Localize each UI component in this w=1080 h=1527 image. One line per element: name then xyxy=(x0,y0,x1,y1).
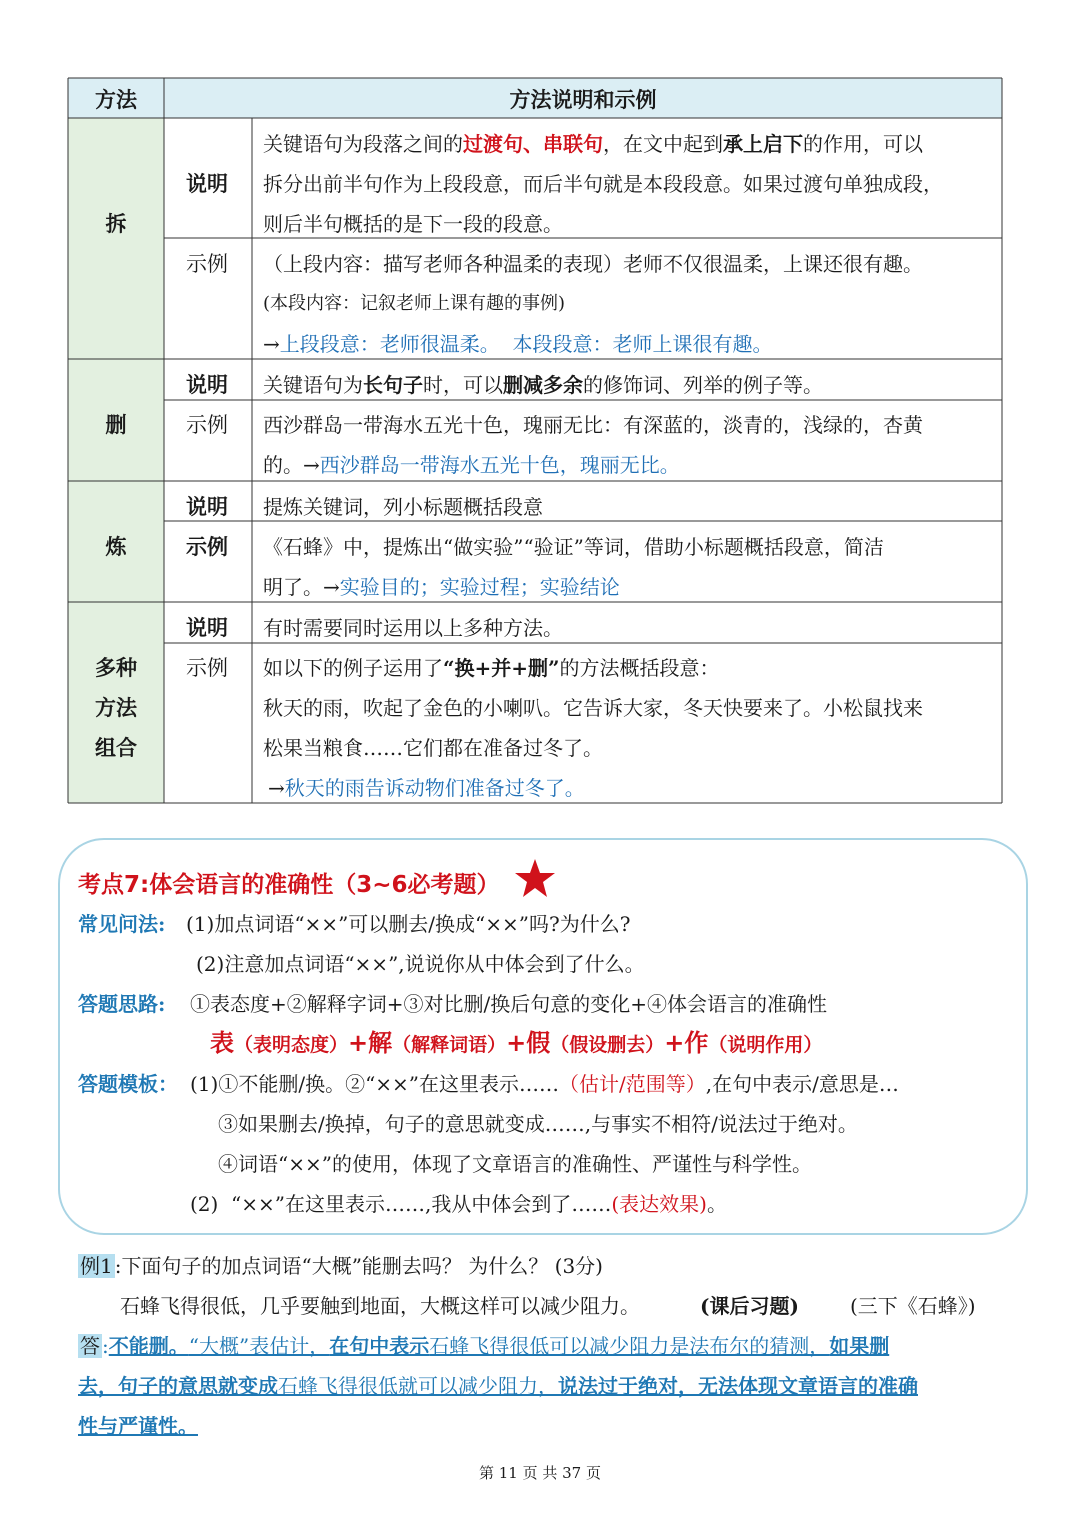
method-lian: 炼 xyxy=(105,534,127,559)
answer-label: 答 xyxy=(80,1334,100,1358)
example-result: 明了。→实验目的；实验过程；实验结论 xyxy=(263,575,620,599)
question-2: (2)注意加点词语“××”,说说你从中体会到了什么。 xyxy=(196,952,645,976)
explain-label: 说明 xyxy=(186,494,228,519)
explain-label: 说明 xyxy=(186,171,228,196)
example-label: 示例 xyxy=(186,656,228,680)
example-question: 例1 :下面句子的加点词语“大概”能删去吗？ 为什么？ (3分) xyxy=(80,1254,603,1278)
template-line-3: ④词语“××”的使用，体现了文章语言的准确性、严谨性与科学性。 xyxy=(218,1152,812,1176)
question-1: (1)加点词语“××”可以删去/换成“××”吗?为什么? xyxy=(186,912,631,936)
formula: 表（表明态度）+解（解释词语）+假（假设删去）+作（说明作用） xyxy=(210,1028,823,1057)
example-label: 示例 xyxy=(186,413,228,437)
example-result: →秋天的雨告诉动物们准备过冬了。 xyxy=(268,776,585,800)
template-line-2: ③如果删去/换掉，句子的意思就变成……,与事实不相符/说法过于绝对。 xyxy=(218,1112,858,1136)
example-text: (本段内容：记叙老师上课有趣的事例) xyxy=(263,293,566,314)
explain-label: 说明 xyxy=(186,615,228,640)
example-result: 的。→西沙群岛一带海水五光十色，瑰丽无比。 xyxy=(263,453,680,477)
idea-label: 答题思路: xyxy=(78,992,166,1016)
example-intro: 如以下的例子运用了“换+并+删”的方法概括段意： xyxy=(263,656,720,680)
source: (三下《石蜂》) xyxy=(850,1294,976,1318)
answer-line: 去，句子的意思就变成石蜂飞得很低就可以减少阻力，说法过于绝对，无法体现文章语言的准确 xyxy=(78,1374,918,1398)
explain-text: 提炼关键词，列小标题概括段意 xyxy=(263,495,543,519)
example-result: →上段段意：老师很温柔。 本段段意：老师上课很有趣。 xyxy=(263,332,773,356)
example-text: 《石蜂》中，提炼出“做实验”“验证”等词，借助小标题概括段意，简洁 xyxy=(263,535,884,559)
idea-text: ①表态度+②解释字词+③对比删/换后句意的变化+④体会语言的准确性 xyxy=(190,992,828,1016)
example-text: 西沙群岛一带海水五光十色，瑰丽无比：有深蓝的，淡青的，浅绿的，杏黄 xyxy=(263,413,923,437)
explain-text: 拆分出前半句作为上段段意，而后半句就是本段段意。如果过渡句单独成段， xyxy=(263,172,943,196)
example-label: 示例 xyxy=(186,534,228,559)
header-explain: 方法说明和示例 xyxy=(509,87,657,112)
method-combo-line: 方法 xyxy=(95,695,137,720)
explain-text: 关键语句为段落之间的过渡句、串联句，在文中起到承上启下的作用，可以 xyxy=(263,132,923,156)
source-tag: (课后习题) xyxy=(700,1294,799,1318)
method-combo-line: 组合 xyxy=(95,735,137,760)
answer-line: 答 :不能删。“大概”表估计，在句中表示石蜂飞得很低可以减少阻力是法布尔的猜测，如果删 xyxy=(80,1334,890,1358)
example-label: 例1 xyxy=(80,1254,113,1278)
template-line-4: (2) “××”在这里表示……,我从中体会到了……(表达效果)。 xyxy=(190,1192,727,1216)
example-text: （上段内容：描写老师各种温柔的表现）老师不仅很温柔，上课还很有趣。 xyxy=(263,252,923,276)
header-method: 方法 xyxy=(95,87,137,112)
method-shan: 删 xyxy=(105,412,127,437)
explain-text: 关键语句为长句子时，可以删减多余的修饰词、列举的例子等。 xyxy=(263,373,823,397)
explain-text: 有时需要同时运用以上多种方法。 xyxy=(263,616,563,640)
page-number: 第 11 页 共 37 页 xyxy=(478,1464,601,1482)
explain-label: 说明 xyxy=(186,372,228,397)
explain-text: 则后半句概括的是下一段的段意。 xyxy=(263,212,563,236)
answer-line: 性与严谨性。 xyxy=(78,1414,198,1438)
example-text: 秋天的雨，吹起了金色的小喇叭。它告诉大家，冬天快要来了。小松鼠找来 xyxy=(263,696,923,720)
example-label: 示例 xyxy=(186,252,228,276)
template-label: 答题模板： xyxy=(78,1072,178,1096)
template-line-1: (1)①不能删/换。②“××”在这里表示……（估计/范围等）,在句中表示/意思是… xyxy=(190,1072,899,1096)
red-star-icon xyxy=(514,857,556,899)
panel-title: 考点7:体会语言的准确性（3~6必考题） xyxy=(78,872,500,898)
example-sentence: 石蜂飞得很低，几乎要触到地面，大概这样可以减少阻力。 xyxy=(120,1294,640,1318)
method-chai: 拆 xyxy=(105,211,127,236)
method-combo-line: 多种 xyxy=(95,655,137,680)
question-label: 常见问法: xyxy=(78,912,166,936)
example-text: 松果当粮食……它们都在准备过冬了。 xyxy=(263,736,603,760)
